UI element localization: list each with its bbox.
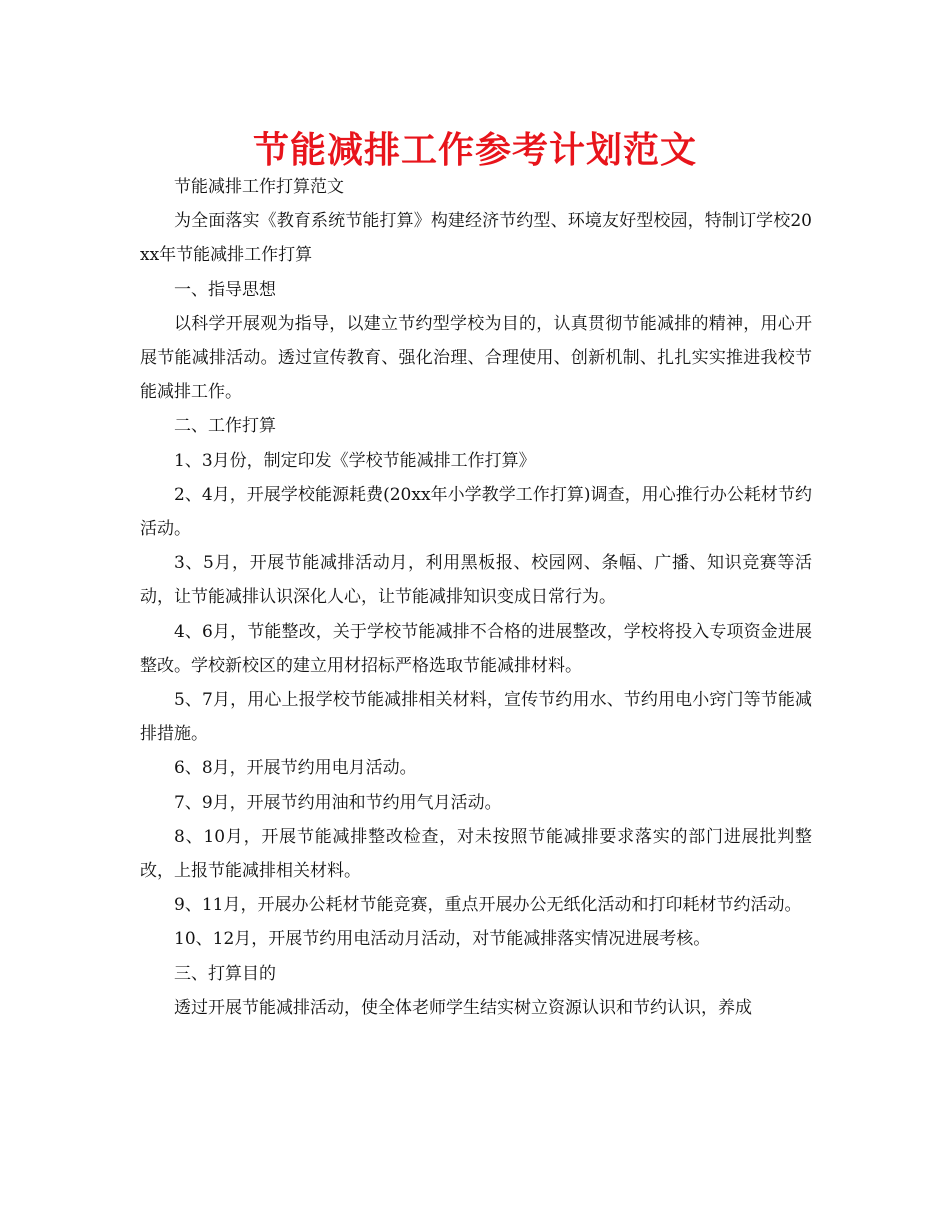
- section-heading: 一、指导思想: [174, 279, 276, 300]
- section-heading: 二、工作打算: [174, 416, 276, 437]
- paragraph: 为全面落实《教育系统节能打算》构建经济节约型、环境友好型校园，特制订学校20xx年节能减排工作打算: [140, 211, 812, 266]
- paragraph: 透过开展节能减排活动，使全体老师学生结实树立资源认识和节约认识，养成: [174, 997, 752, 1018]
- document-title: 节能减排工作参考计划范文: [252, 130, 697, 171]
- list-item: 8、10月，开展节能减排整改检查，对未按照节能减排要求落实的部门进展批判整改，上报节能减排相关材料。: [140, 826, 812, 882]
- document-body: [140, 170, 812, 1025]
- list-item: 2、4月，开展学校能源耗费(20xx年小学教学工作打算)调查，用心推行办公耗材节约活动。: [140, 484, 812, 540]
- list-item: 10、12月，开展节约用电活动月活动，对节能减排落实情况进展考核。: [174, 929, 711, 950]
- list-item: 5、7月，用心上报学校节能减排相关材料，宣传节约用水、节约用电小窍门等节能减排措施。: [140, 690, 812, 745]
- list-item: 3、5月，开展节能减排活动月，利用黑板报、校园网、条幅、广播、知识竞赛等活动，让节能减排认识深化人心，让节能减排知识变成日常行为。: [140, 553, 812, 608]
- paragraph: 节能减排工作打算范文: [174, 177, 344, 197]
- list-item: 9、11月，开展办公耗材节能竞赛，重点开展办公无纸化活动和打印耗材节约活动。: [174, 895, 802, 916]
- list-item: 7、9月，开展节约用油和节约用气月活动。: [174, 792, 502, 813]
- list-item: 1、3月份，制定印发《学校节能减排工作打算》: [174, 450, 536, 471]
- section-heading: 三、打算目的: [174, 963, 276, 984]
- list-item: 4、6月，节能整改，关于学校节能减排不合格的进展整改，学校将投入专项资金进展整改。学校新校区的建立用材招标严格选取节能减排材料。: [140, 621, 812, 676]
- list-item: 6、8月，开展节约用电月活动。: [174, 758, 417, 779]
- paragraph: 以科学开展观为指导，以建立节约型学校为目的，认真贯彻节能减排的精神，用心开展节能减排活动。透过宣传教育、强化治理、合理使用、创新机制、扎扎实实推进我校节能减排工作。: [140, 313, 812, 403]
